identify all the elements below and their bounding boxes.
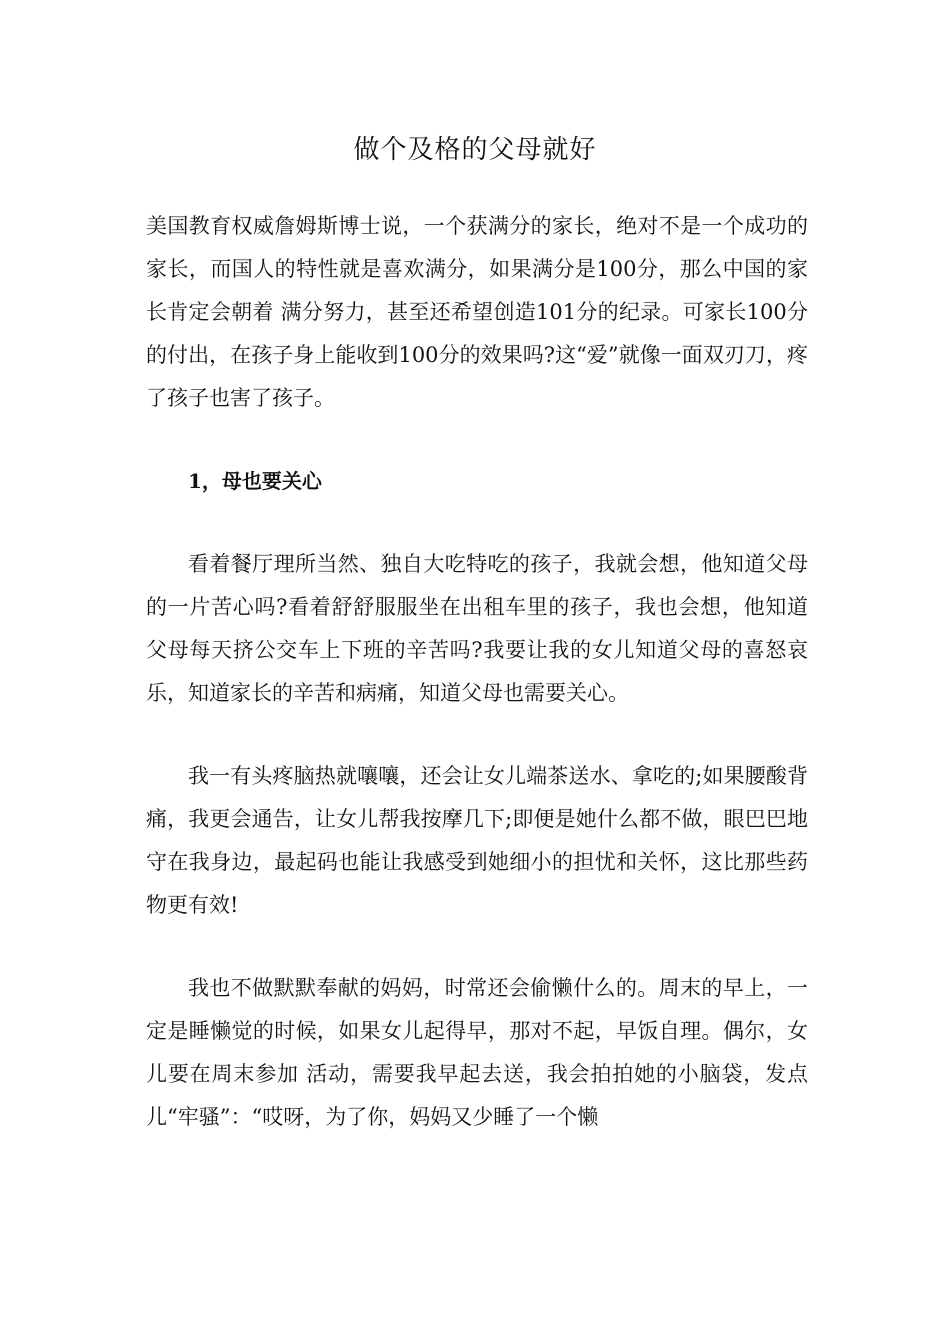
body-paragraph: 我一有头疼脑热就嚷嚷，还会让女儿端茶送水、拿吃的;如果腰酸背痛，我更会通告，让女儿帮我按摩几下;即便是她什么都不做，眼巴巴地守在我身边，最起码也能让我感受到她细小的担忧和关怀，这比那些药物更有效! <box>146 764 808 917</box>
spacer <box>146 927 808 967</box>
spacer <box>146 715 808 755</box>
spacer <box>146 420 808 460</box>
document-body <box>146 205 808 1139</box>
body-paragraph: 看着餐厅理所当然、独自大吃特吃的孩子，我就会想，他知道父母的一片苦心吗?看着舒舒服服坐在出租车里的孩子，我也会想，他知道父母每天挤公交车上下班的辛苦吗?我要让我的女儿知道父母的喜怒哀乐，知道家长的辛苦和病痛，知道父母也需要关心。 <box>146 552 808 705</box>
intro-paragraph: 美国教育权威詹姆斯博士说，一个获满分的家长，绝对不是一个成功的家长，而国人的特性就是喜欢满分，如果满分是100分，那么中国的家长肯定会朝着 满分努力，甚至还希望创造101分的纪录。可家长100分的付出，在孩子身上能收到100分的效果吗?这“爱”就像一面双刃刀，疼了孩子也害了孩子。 <box>146 214 808 410</box>
document-title: 做个及格的父母就好 <box>353 135 597 165</box>
section-heading: 1，母也要关心 <box>188 469 322 493</box>
spacer <box>146 503 808 543</box>
body-paragraph: 我也不做默默奉献的妈妈，时常还会偷懒什么的。周末的早上，一定是睡懒觉的时候，如果女儿起得早，那对不起，早饭自理。偶尔，女儿要在周末参加 活动，需要我早起去送，我会拍拍她的小脑袋，发点儿“牢骚”：“哎呀，为了你，妈妈又少睡了一个懒 <box>146 976 808 1129</box>
